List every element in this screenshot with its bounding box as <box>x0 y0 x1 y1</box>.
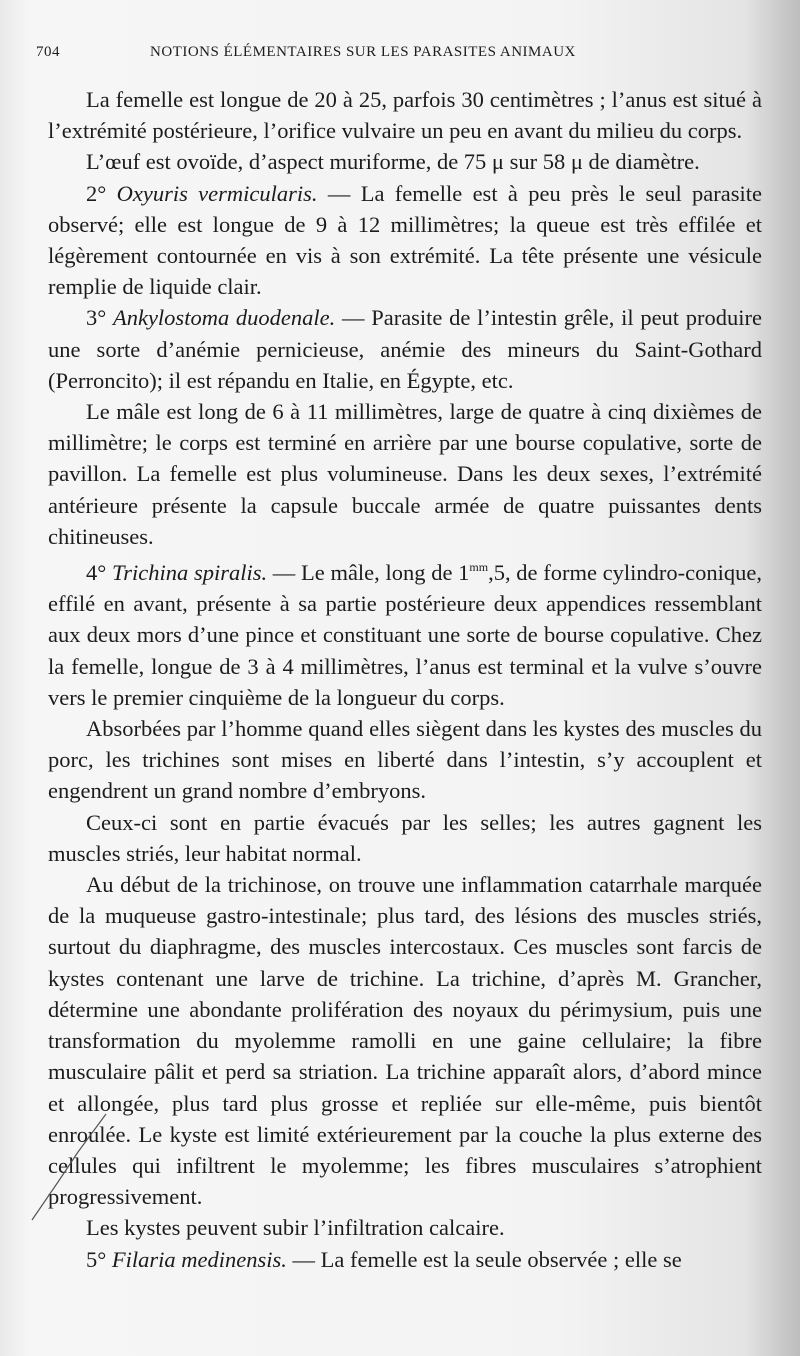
section-number: 3° <box>86 305 107 331</box>
section-number: 2° <box>86 180 107 206</box>
species-name: Ankylostoma duodenale. <box>112 305 336 331</box>
paragraph: L’œuf est ovoïde, d’aspect muriforme, de 75 μ sur 58 μ de diamètre. <box>86 149 700 175</box>
species-name: Oxyuris vermicularis. <box>116 180 318 206</box>
section-number: 4° <box>86 560 107 586</box>
running-title: NOTIONS ÉLÉMENTAIRES SUR LES PARASITES ANIMAUX <box>150 44 576 60</box>
paragraph: Le mâle est long de 6 à 11 millimètres, large de quatre à cinq dixièmes de millimètre; le corps est terminé en arrière par une bourse copulative, sorte de pavillon. La femelle est plus volumineuse. Dans les deux sexes, l’extrémité antérieure présente la capsule buccale armée de quatre puissantes dents chitineuses. <box>48 399 762 549</box>
paragraph: Au début de la trichinose, on trouve une inflammation catarrhale marquée de la muqueuse gastro-intestinale; plus tard, des lésions des muscles striés, surtout du diaphragme, des muscles intercostaux. Ces muscles sont farcis de kystes contenant une larve de trichine. La trichine, d’après M. Grancher, détermine une abondante prolifération des noyaux du périmysium, puis une transformation du myolemme ramolli en une gaine cellulaire; la fibre musculaire pâlit et perd sa striation. La trichine apparaît alors, d’abord mince et allongée, plus tard plus grosse et repliée sur elle-même, puis bientôt enroulée. Le kyste est limité extérieurement par la couche la plus externe des cellules qui infiltrent le myolemme; les fibres musculaires s’atrophient progressivement. <box>48 872 762 1210</box>
paragraph: Ceux-ci sont en partie évacués par les selles; les autres gagnent les muscles striés, leur habitat normal. <box>48 809 762 866</box>
section-number: 5° <box>86 1246 107 1272</box>
unit-superscript: mm <box>469 560 489 575</box>
paragraph: Absorbées par l’homme quand elles siègent dans les kystes des muscles du porc, les trichines sont mises en liberté dans l’intestin, s’y accouplent et engendrent un grand nombre d’embryons. <box>48 716 762 804</box>
species-name: Filaria medinensis. <box>111 1246 287 1272</box>
paragraph: 4° Trichina spiralis. — Le mâle, long de $1^{mm},5$, de forme cylindro-conique, effilé en avant, présente à sa partie postérieure deux appendices ressemblant aux deux mors d’une pince et constituant une sorte de bourse copulative. Chez la femelle, longue de 3 à 4 millimètres, l’anus est terminal et la vulve s’ouvre vers le premier cinquième de la longueur du corps. <box>48 560 762 710</box>
paragraph: La femelle est longue de 20 à 25, parfois 30 centimètres ; l’anus est situé à l’extrémité postérieure, l’orifice vulvaire un peu en avant du milieu du corps. <box>48 87 762 144</box>
page-body <box>48 84 762 1275</box>
paragraph: 2° Oxyuris vermicularis. — La femelle est à peu près le seul parasite observé; elle est longue de 9 à 12 millimètres; la queue est très effilée et légèrement contournée en vis à son extrémité. La tête présente une vésicule remplie de liquide clair. <box>48 180 762 300</box>
page-number: 704 <box>36 44 60 60</box>
paragraph: 5° Filaria medinensis. — La femelle est la seule observée ; elle se <box>86 1246 682 1272</box>
paragraph: 3° Ankylostoma duodenale. — Parasite de l’intestin grêle, il peut produire une sorte d’anémie pernicieuse, anémie des mineurs du Saint-Gothard (Perroncito); il est répandu en Italie, en Égypte, etc. <box>48 305 762 393</box>
species-name: Trichina spiralis. <box>111 560 268 586</box>
paragraph: Les kystes peuvent subir l’infiltration calcaire. <box>86 1215 505 1241</box>
